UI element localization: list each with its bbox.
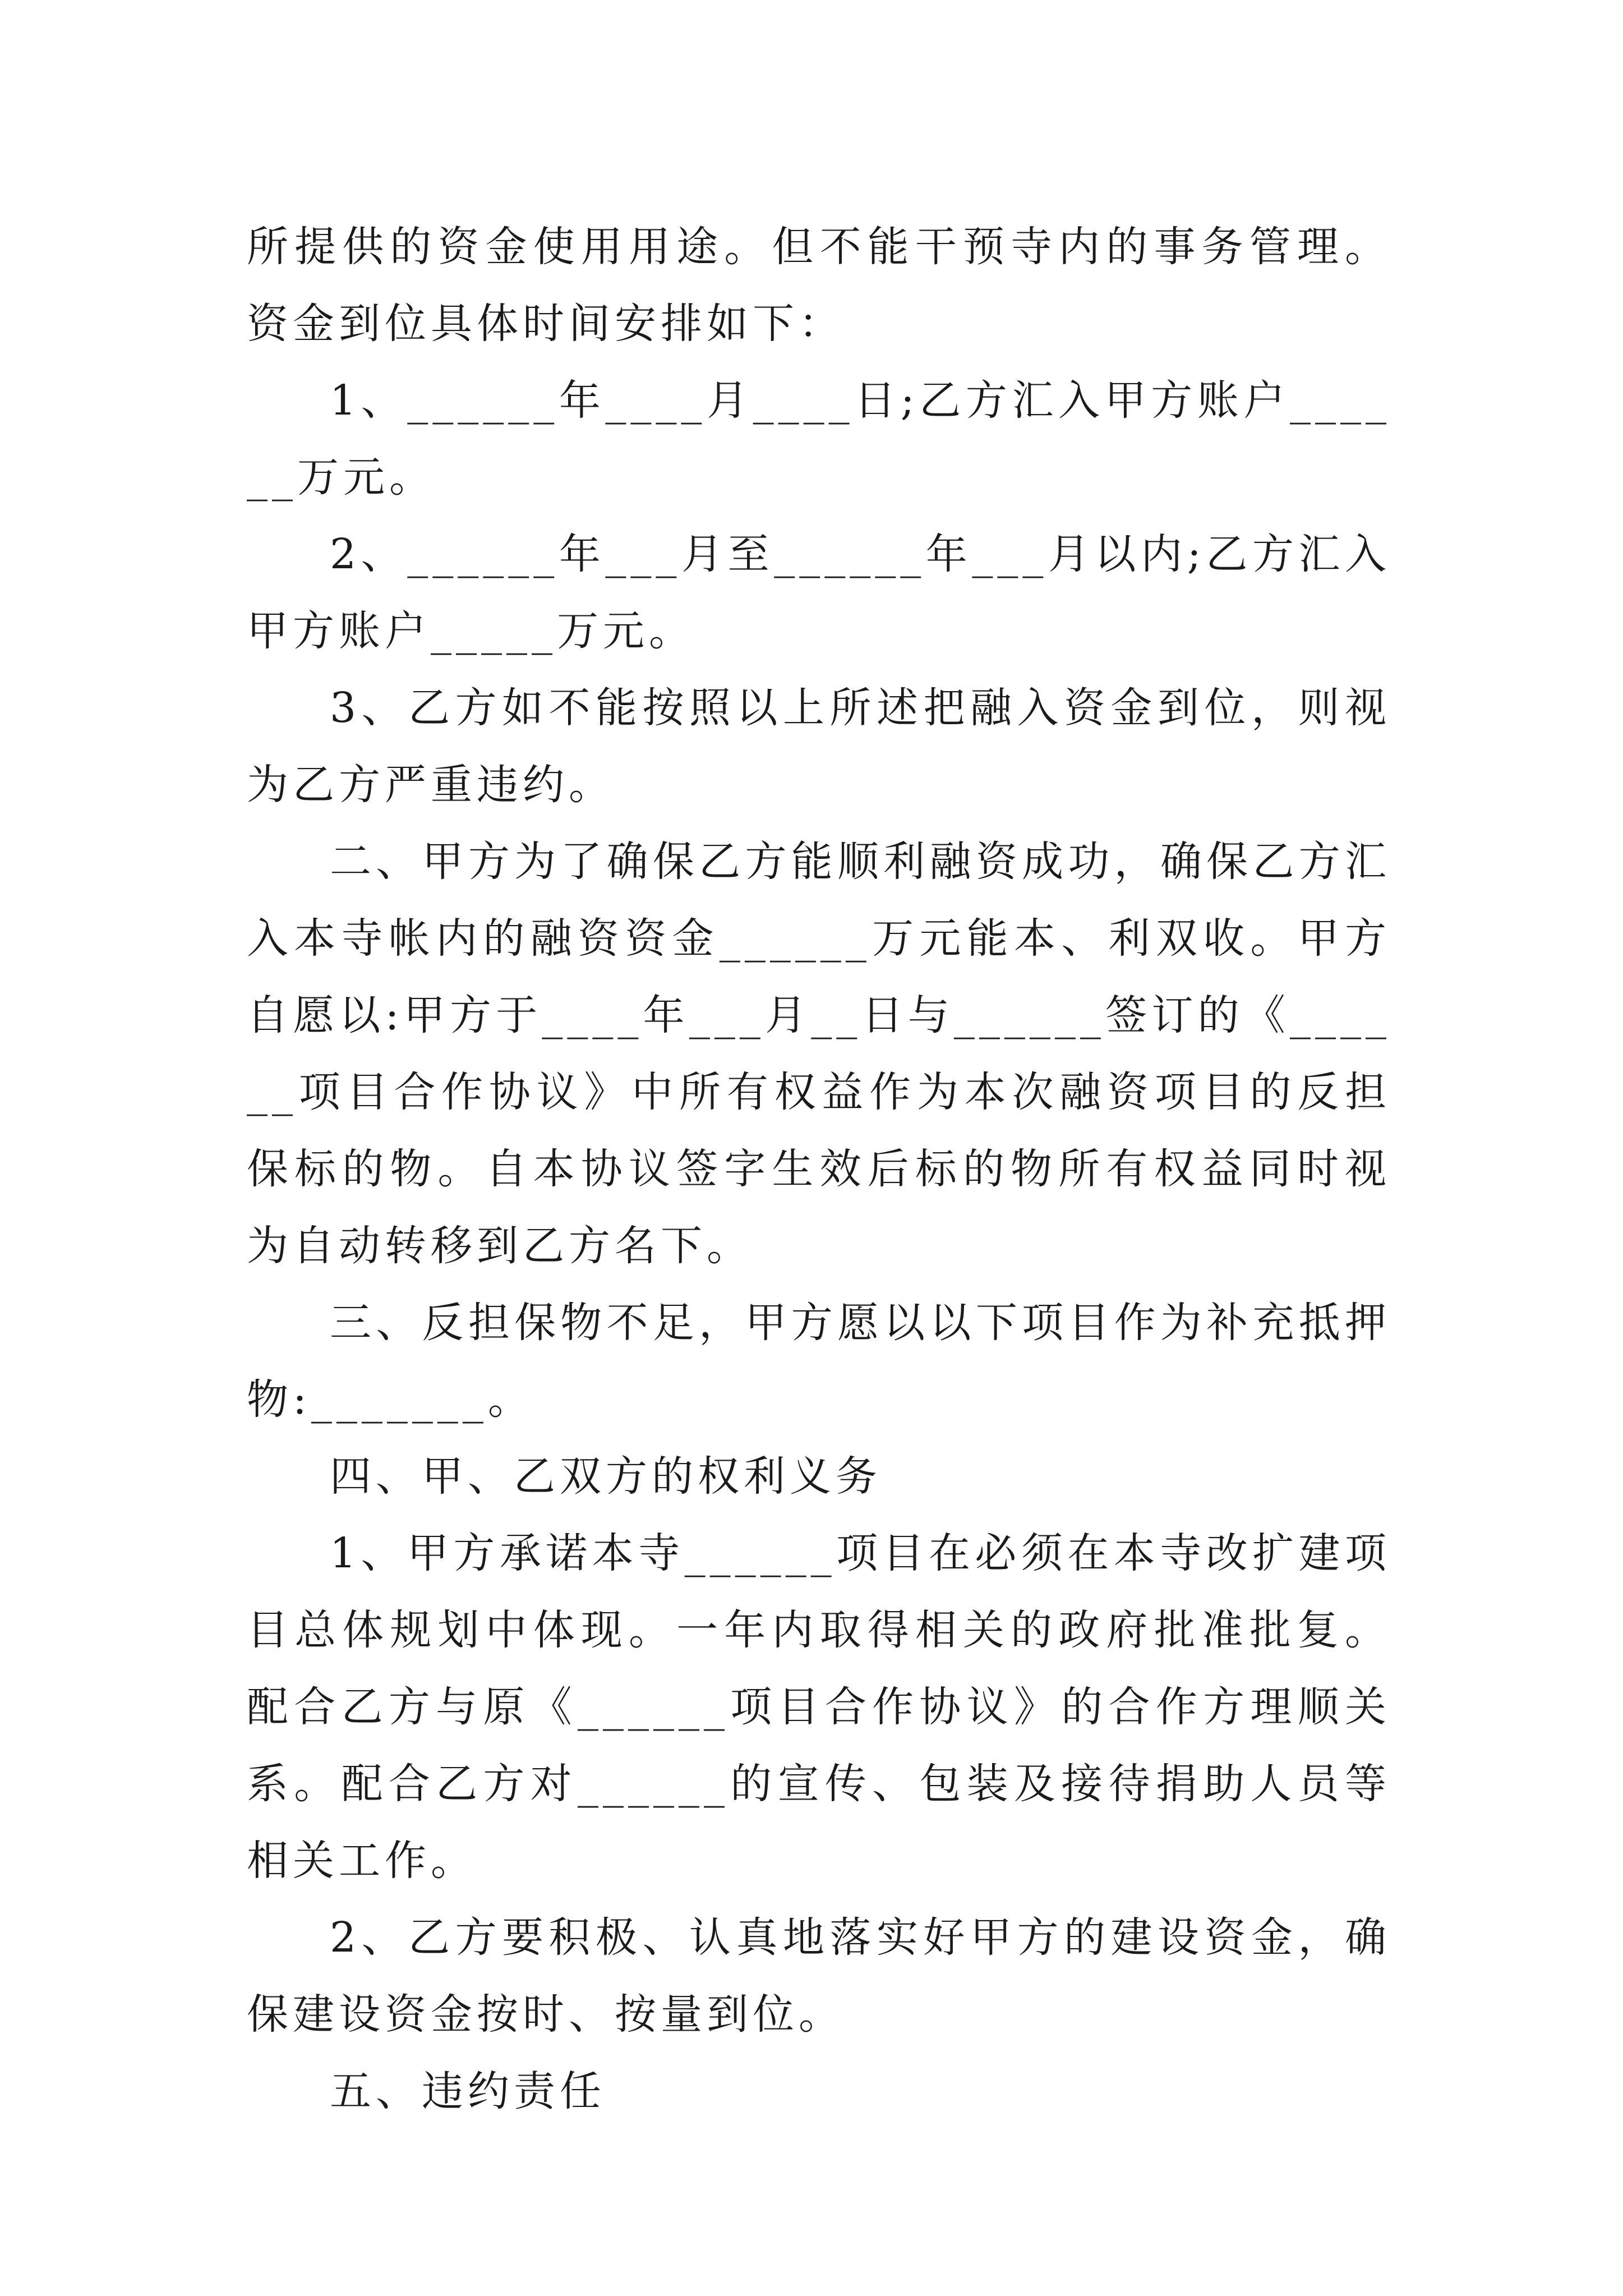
paragraph-item-1-schedule: 1、______年____月____日;乙方汇入甲方账户______万元。 [247,376,1391,501]
paragraph-section-2-guarantee: 二、甲方为了确保乙方能顺利融资成功，确保乙方汇入本寺帐内的融资资金______万元能本、利双收。甲方自愿以:甲方于____年___月__日与______签订的《______项目合作协议》中所有权益作为本次融资项目的反担保标的物。自本协议签字生效后标的物所有权益同时视为自动转移到乙方名下。 [247,838,1391,1270]
heading-section-4-rights: 四、甲、乙双方的权利义务 [330,1452,882,1501]
heading-section-5-liability: 五、违约责任 [330,2067,606,2115]
paragraph-section-3-collateral: 三、反担保物不足，甲方愿以以下项目作为补充抵押物:_______。 [247,1299,1391,1424]
paragraph-rights-item-2: 2、乙方要积极、认真地落实好甲方的建设资金，确保建设资金按时、按量到位。 [247,1913,1391,2039]
paragraph-rights-item-1: 1、甲方承诺本寺______项目在必须在本寺改扩建项目总体规划中体现。一年内取得相关的政府批准批复。配合乙方与原《______项目合作协议》的合作方理顺关系。配合乙方对______的宣传、包装及接待捐助人员等相关工作。 [247,1529,1391,1885]
paragraph-item-2-schedule: 2、______年___月至______年___月以内;乙方汇入甲方账户_____万元。 [247,530,1391,655]
document-body [247,209,1391,2130]
paragraph-funding-usage: 所提供的资金使用用途。但不能干预寺内的事务管理。资金到位具体时间安排如下： [247,223,1391,348]
paragraph-item-3-breach: 3、乙方如不能按照以上所述把融入资金到位，则视为乙方严重违约。 [247,684,1391,809]
